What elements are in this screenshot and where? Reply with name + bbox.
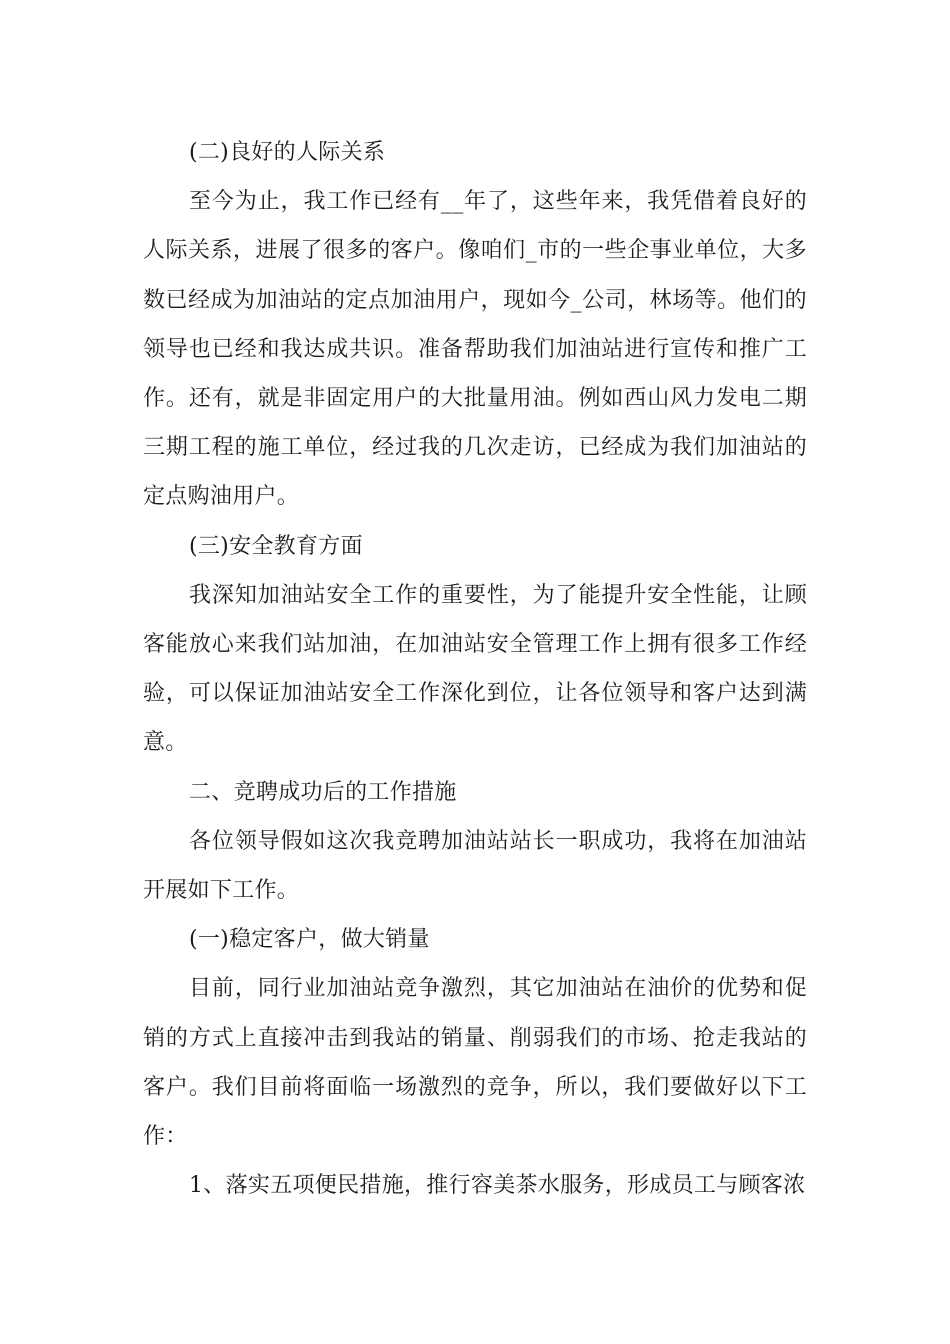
section-heading-measures: 二、竞聘成功后的工作措施 xyxy=(189,779,457,805)
paragraph-measures-intro: 各位领导假如这次我竞聘加油站站长一职成功，我将在加油站开展如下工作。 xyxy=(143,828,807,904)
paragraph-interpersonal: 至今为止，我工作已经有__年了，这些年来，我凭借着良好的人际关系，进展了很多的客户。像咱们_市的一些企事业单位，大多数已经成为加油站的定点加油用户，现如今_公司，林场等。他们的领导也已经和我达成共识。准备帮助我们加油站进行宣传和推广工作。还有，就是非固定用户的大批量用油。例如西山风力发电二期三期工程的施工单位，经过我的几次走访，已经成为我们加油站的定点购油用户。 xyxy=(143,189,807,510)
section-heading-interpersonal: (二)良好的人际关系 xyxy=(189,140,386,165)
paragraph-competition: 目前，同行业加油站竞争激烈，其它加油站在油价的优势和促销的方式上直接冲击到我站的销量、削弱我们的市场、抢走我站的客户。我们目前将面临一场激烈的竞争，所以，我们要做好以下工作： xyxy=(143,976,807,1150)
paragraph-safety: 我深知加油站安全工作的重要性，为了能提升安全性能，让顾客能放心来我们站加油，在加油站安全管理工作上拥有很多工作经验，可以保证加油站安全工作深化到位，让各位领导和客户达到满意。 xyxy=(143,582,807,756)
section-heading-safety: (三)安全教育方面 xyxy=(189,533,363,559)
document-body xyxy=(143,128,807,1210)
paragraph-item-1: 1、落实五项便民措施，推行容美茶水服务，形成员工与顾客浓 xyxy=(189,1173,806,1199)
section-heading-stabilize: (一)稳定客户，做大销量 xyxy=(189,927,430,953)
